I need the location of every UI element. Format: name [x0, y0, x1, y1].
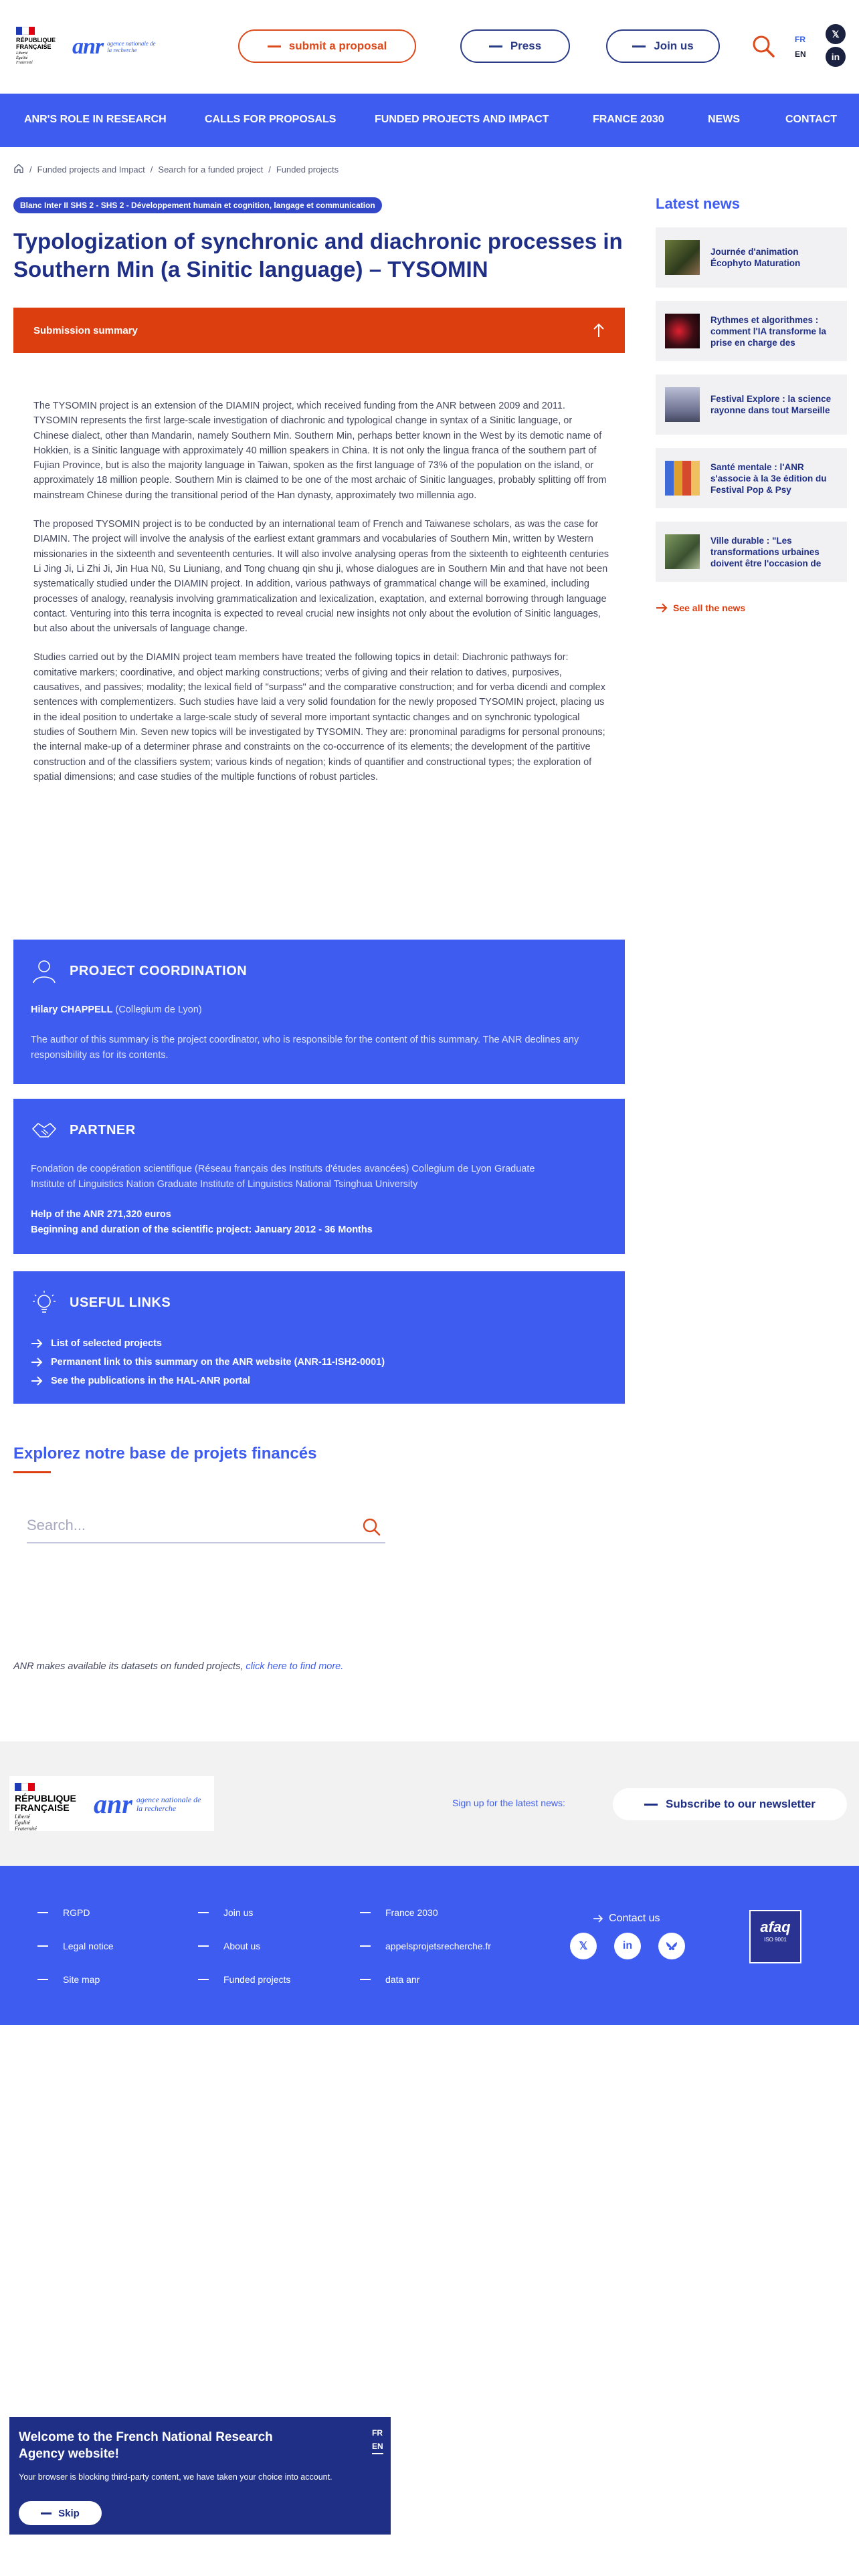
join-us-button[interactable]: [606, 29, 720, 63]
breadcrumb-separator: /: [150, 165, 153, 175]
lang-fr-link[interactable]: FR: [795, 35, 805, 44]
subscribe-newsletter-label: Subscribe to our newsletter: [666, 1798, 816, 1810]
dash-icon: [632, 45, 646, 47]
footer-link-site-map[interactable]: Site map: [37, 1974, 100, 1985]
join-us-label: Join us: [654, 39, 694, 52]
x-twitter-icon[interactable]: 𝕏: [570, 1933, 597, 1959]
datasets-note: [13, 1661, 343, 1672]
cookie-skip-label: Skip: [58, 2507, 80, 2519]
footer-link-appelsprojetsrecherche[interactable]: appelsprojetsrecherche.fr: [360, 1941, 491, 1951]
anr-logo[interactable]: [72, 33, 161, 60]
language-switch: [795, 32, 806, 62]
main-navigation: [0, 94, 859, 147]
useful-link-selected-projects[interactable]: [31, 1334, 607, 1353]
french-flag-icon: [15, 1783, 35, 1791]
linkedin-icon[interactable]: in: [614, 1933, 641, 1959]
search-icon[interactable]: [361, 1517, 381, 1537]
news-title: Festival Explore : la science rayonne dans tout Marseille: [710, 394, 832, 415]
see-all-news-link[interactable]: [656, 603, 745, 613]
partner-card: [13, 1099, 625, 1254]
home-icon[interactable]: [13, 163, 24, 176]
submission-summary-toggle[interactable]: [13, 308, 625, 353]
arrow-right-icon: [31, 1358, 43, 1367]
news-card[interactable]: [656, 374, 847, 435]
arrow-right-icon: [31, 1376, 43, 1386]
anr-funding-amount: Help of the ANR 271,320 euros: [31, 1209, 171, 1220]
iso-label: ISO 9001: [764, 1937, 787, 1943]
cookie-text: Your browser is blocking third-party content, we have taken your choice into account.: [19, 2472, 332, 2482]
submit-proposal-button[interactable]: [238, 29, 416, 63]
nav-item-anr-role[interactable]: ANR'S ROLE IN RESEARCH: [24, 114, 167, 125]
coordinator-affiliation: (Collegium de Lyon): [115, 1004, 202, 1015]
abstract-paragraph: The TYSOMIN project is an extension of the DIAMIN project, which received funding from the ANR between 2009 and 2011. TYSOMIN represents the first large-scale investigation of diachronic and typological change in syntax of a Sinitic language, or Chinese dialect, other than Mandarin, namely Southern Min. Southern Min, perhaps better known in the West by its demotic name of Hokkien, is a Sinitic language with approximately 40 million speakers in China. It is not only the lingua franca of the southern part of Fujian Province, but is also the majority language in Taiwan, spoken as the first language of 73% of the population on the island, or approximately 18 million people. Southern Min is claimed to be one of the most archaic of Sinitic languages, probably splitting off from mainstream Chinese during the transitional period of the Han dynasty, approximately two millennia ago.: [33, 401, 607, 501]
useful-link-hal-anr[interactable]: [31, 1372, 607, 1390]
cookie-lang-en[interactable]: EN: [372, 2440, 383, 2454]
lang-en-link[interactable]: EN: [795, 49, 806, 59]
news-card[interactable]: [656, 448, 847, 508]
press-button[interactable]: [460, 29, 570, 63]
rf-name: RÉPUBLIQUE FRANÇAISE: [16, 37, 56, 50]
nav-item-calls-for-proposals[interactable]: CALLS FOR PROPOSALS: [205, 114, 337, 125]
arrow-right-icon: [593, 1915, 603, 1923]
footer-link-about-us[interactable]: About us: [198, 1941, 260, 1951]
press-label: Press: [510, 39, 542, 52]
news-card[interactable]: [656, 301, 847, 361]
news-thumbnail: [665, 240, 700, 275]
news-title: Journée d'animation Écophyto Maturation: [710, 247, 801, 268]
useful-links-heading: USEFUL LINKS: [70, 1295, 171, 1310]
news-thumbnail: [665, 387, 700, 422]
nav-item-contact[interactable]: CONTACT: [785, 114, 838, 125]
cookie-consent-dialog: [9, 2417, 391, 2535]
cookie-title: Welcome to the French National Research Agency website!: [19, 2430, 273, 2461]
breadcrumb-funded-projects-impact[interactable]: Funded projects and Impact: [37, 165, 145, 175]
project-search-input[interactable]: [27, 1510, 348, 1541]
anr-logo-subtitle: agence nationale de la recherche: [107, 40, 156, 53]
footer-link-data-anr[interactable]: data anr: [360, 1974, 419, 1985]
person-icon: [31, 958, 58, 984]
footer-link-rgpd[interactable]: RGPD: [37, 1907, 90, 1918]
dash-icon: [489, 45, 502, 47]
footer-logo[interactable]: [9, 1776, 214, 1831]
abstract-paragraph: The proposed TYSOMIN project is to be conducted by an international team of French and Taiwanese scholars, as was the case for DIAMIN. The project will involve the analysis of the earliest extant grammars and vocabularies of Southern Min, written by Western missionaries in the sixteenth and seventeenth centuries. It will also involve analysing operas from the sixteenth to eighteenth centuries Li Jing Ji, Li Zhi Ji, Jin Hua Nü, Su Liuniang, and Tong chuang qin shu ji, whose dialogues are in Southern Min and that have not been systematically studied under the DIAMIN project. In addition, various pathways of grammatical change will be examined, including processes of analogy, reanalysis involving grammaticalization and lexicalization, exaptation, and external borrowing through language contact. Venturing into this terra incognita is expected to reveal crucial new insights not only about the evolution of Sinitic languages, but also about the universals of language change.: [33, 519, 609, 635]
datasets-link[interactable]: click here to find more.: [246, 1661, 344, 1672]
contact-us-label: Contact us: [609, 1913, 660, 1924]
useful-links-card: [13, 1271, 625, 1404]
anr-logo: anr agence nationale de la recherche: [94, 1789, 201, 1819]
news-card[interactable]: [656, 227, 847, 288]
cookie-lang-fr[interactable]: FR: [372, 2428, 383, 2438]
dash-icon: [41, 2512, 52, 2514]
rf-motto: Liberté Égalité Fraternité: [16, 51, 33, 65]
newsletter-band: [0, 1741, 859, 1866]
datasets-text: ANR makes available its datasets on funded projects,: [13, 1661, 244, 1672]
project-duration: Beginning and duration of the scientific project: January 2012 - 36 Months: [31, 1224, 373, 1235]
dash-icon: [268, 45, 281, 47]
footer-link-join-us[interactable]: Join us: [198, 1907, 253, 1918]
partner-heading: PARTNER: [70, 1122, 136, 1138]
cookie-skip-button[interactable]: [19, 2501, 102, 2525]
x-twitter-icon[interactable]: 𝕏: [826, 24, 846, 44]
site-header: [0, 0, 859, 94]
explore-projects-heading: Explorez notre base de projets financés: [13, 1444, 317, 1463]
news-thumbnail: [665, 534, 700, 569]
french-flag-icon: [16, 27, 35, 35]
arrow-up-icon: [593, 323, 605, 338]
news-title: Ville durable : "Les transformations urbaines doivent être l'occasion de: [710, 535, 822, 568]
coordination-disclaimer: The author of this summary is the project coordinator, who is responsible for the content of this summary. The ANR declines any responsibility as for its contents.: [31, 1035, 579, 1061]
see-all-news-label: See all the news: [673, 603, 746, 613]
partner-description: Fondation de coopération scientifique (Réseau français des Instituts d'études avancées) Collegium de Lyon Graduate Institute of Linguistics Nation Graduate Institute of Linguistics National Tsinghua University: [31, 1164, 535, 1190]
news-thumbnail: [665, 314, 700, 348]
nav-item-news[interactable]: NEWS: [708, 114, 740, 125]
nav-item-france-2030[interactable]: FRANCE 2030: [593, 114, 664, 125]
nav-item-funded-projects[interactable]: FUNDED PROJECTS AND IMPACT: [375, 114, 549, 125]
search-icon[interactable]: [751, 33, 776, 59]
submit-proposal-label: submit a proposal: [288, 39, 387, 52]
cookie-language-switch: [372, 2426, 383, 2454]
news-title: Rythmes et algorithmes : comment l'IA transforme la prise en charge des: [710, 314, 827, 348]
breadcrumb-separator: /: [268, 165, 271, 175]
project-abstract: [33, 399, 609, 798]
program-tag: Blanc Inter II SHS 2 - SHS 2 - Développement humain et cognition, langage et communication: [13, 197, 382, 213]
anr-logo-word: anr: [72, 34, 104, 59]
dash-icon: [644, 1804, 658, 1806]
lightbulb-icon: [31, 1289, 58, 1316]
project-search-box: [27, 1510, 385, 1543]
heading-underline: [13, 1471, 51, 1473]
project-coordination-heading: PROJECT COORDINATION: [70, 963, 248, 978]
breadcrumb: [13, 163, 339, 176]
coordinator-name: Hilary CHAPPELL: [31, 1004, 113, 1015]
afaq-iso-badge: [749, 1910, 801, 1963]
submission-summary-label: Submission summary: [33, 324, 138, 336]
breadcrumb-funded-projects: Funded projects: [276, 165, 339, 175]
arrow-right-icon: [656, 603, 668, 613]
news-thumbnail: [665, 461, 700, 496]
republique-francaise-logo[interactable]: [16, 27, 56, 67]
useful-link-label: Permanent link to this summary on the ANR website (ANR-11-ISH2-0001): [51, 1357, 385, 1368]
afaq-label: afaq: [760, 1919, 791, 1935]
republique-francaise-logo: RÉPUBLIQUE FRANÇAISE Liberté Égalité Fraternité: [15, 1783, 76, 1832]
handshake-icon: [31, 1117, 58, 1144]
page-title: Typologization of synchronic and diachronic processes in Southern Min (a Sinitic language) – TYSOMIN: [13, 229, 623, 282]
breadcrumb-separator: /: [29, 165, 32, 175]
project-coordination-card: [13, 940, 625, 1084]
bluesky-icon[interactable]: [658, 1933, 685, 1959]
latest-news-heading: Latest news: [656, 195, 740, 212]
useful-link-permanent-link[interactable]: [31, 1353, 607, 1372]
contact-us-link[interactable]: [593, 1913, 660, 1925]
footer-links: [0, 1866, 859, 2025]
footer-link-legal-notice[interactable]: Legal notice: [37, 1941, 114, 1951]
newsletter-label: Sign up for the latest news:: [452, 1798, 565, 1808]
abstract-paragraph: Studies carried out by the DIAMIN project team members have treated the following topics in detail: Diachronic pathways for: comitative markers; coordinative, and object marking constructions; verbs of giving and their relation to datives, purposives, causatives, and passives; modality; the lexical field of "surpass" and the comparative construction; and for verba dicendi and complex sentences with complementizers. Such studies have laid a very solid foundation for the newly proposed TYSOMIN project, placing us in the ideal position to undertake a large-scale study of several more important syntactic changes and on synchronic typological studies of Southern Min. Seven new topics will be investigated by TYSOMIN. They are: pronominal paradigms for personal pronouns; the internal make-up of a determiner phrase and constraints on the co-occurrence of its elements; the development of the partitive construction and of the classifiers system; various kinds of negation; kinds of quantifier and constructional types; the exploration of spatial dimensions; and case studies of the multiple functions of robust particles.: [33, 652, 605, 782]
subscribe-newsletter-button[interactable]: [613, 1788, 847, 1820]
linkedin-icon[interactable]: in: [826, 47, 846, 67]
arrow-right-icon: [31, 1339, 43, 1348]
news-title: Santé mentale : l'ANR s'associe à la 3e édition du Festival Pop & Psy: [710, 461, 827, 495]
news-card[interactable]: [656, 522, 847, 582]
footer-link-france-2030[interactable]: France 2030: [360, 1907, 438, 1918]
breadcrumb-search-funded-project[interactable]: Search for a funded project: [158, 165, 264, 175]
useful-link-label: See the publications in the HAL-ANR portal: [51, 1376, 251, 1386]
useful-link-label: List of selected projects: [51, 1338, 162, 1349]
footer-link-funded-projects[interactable]: Funded projects: [198, 1974, 290, 1985]
